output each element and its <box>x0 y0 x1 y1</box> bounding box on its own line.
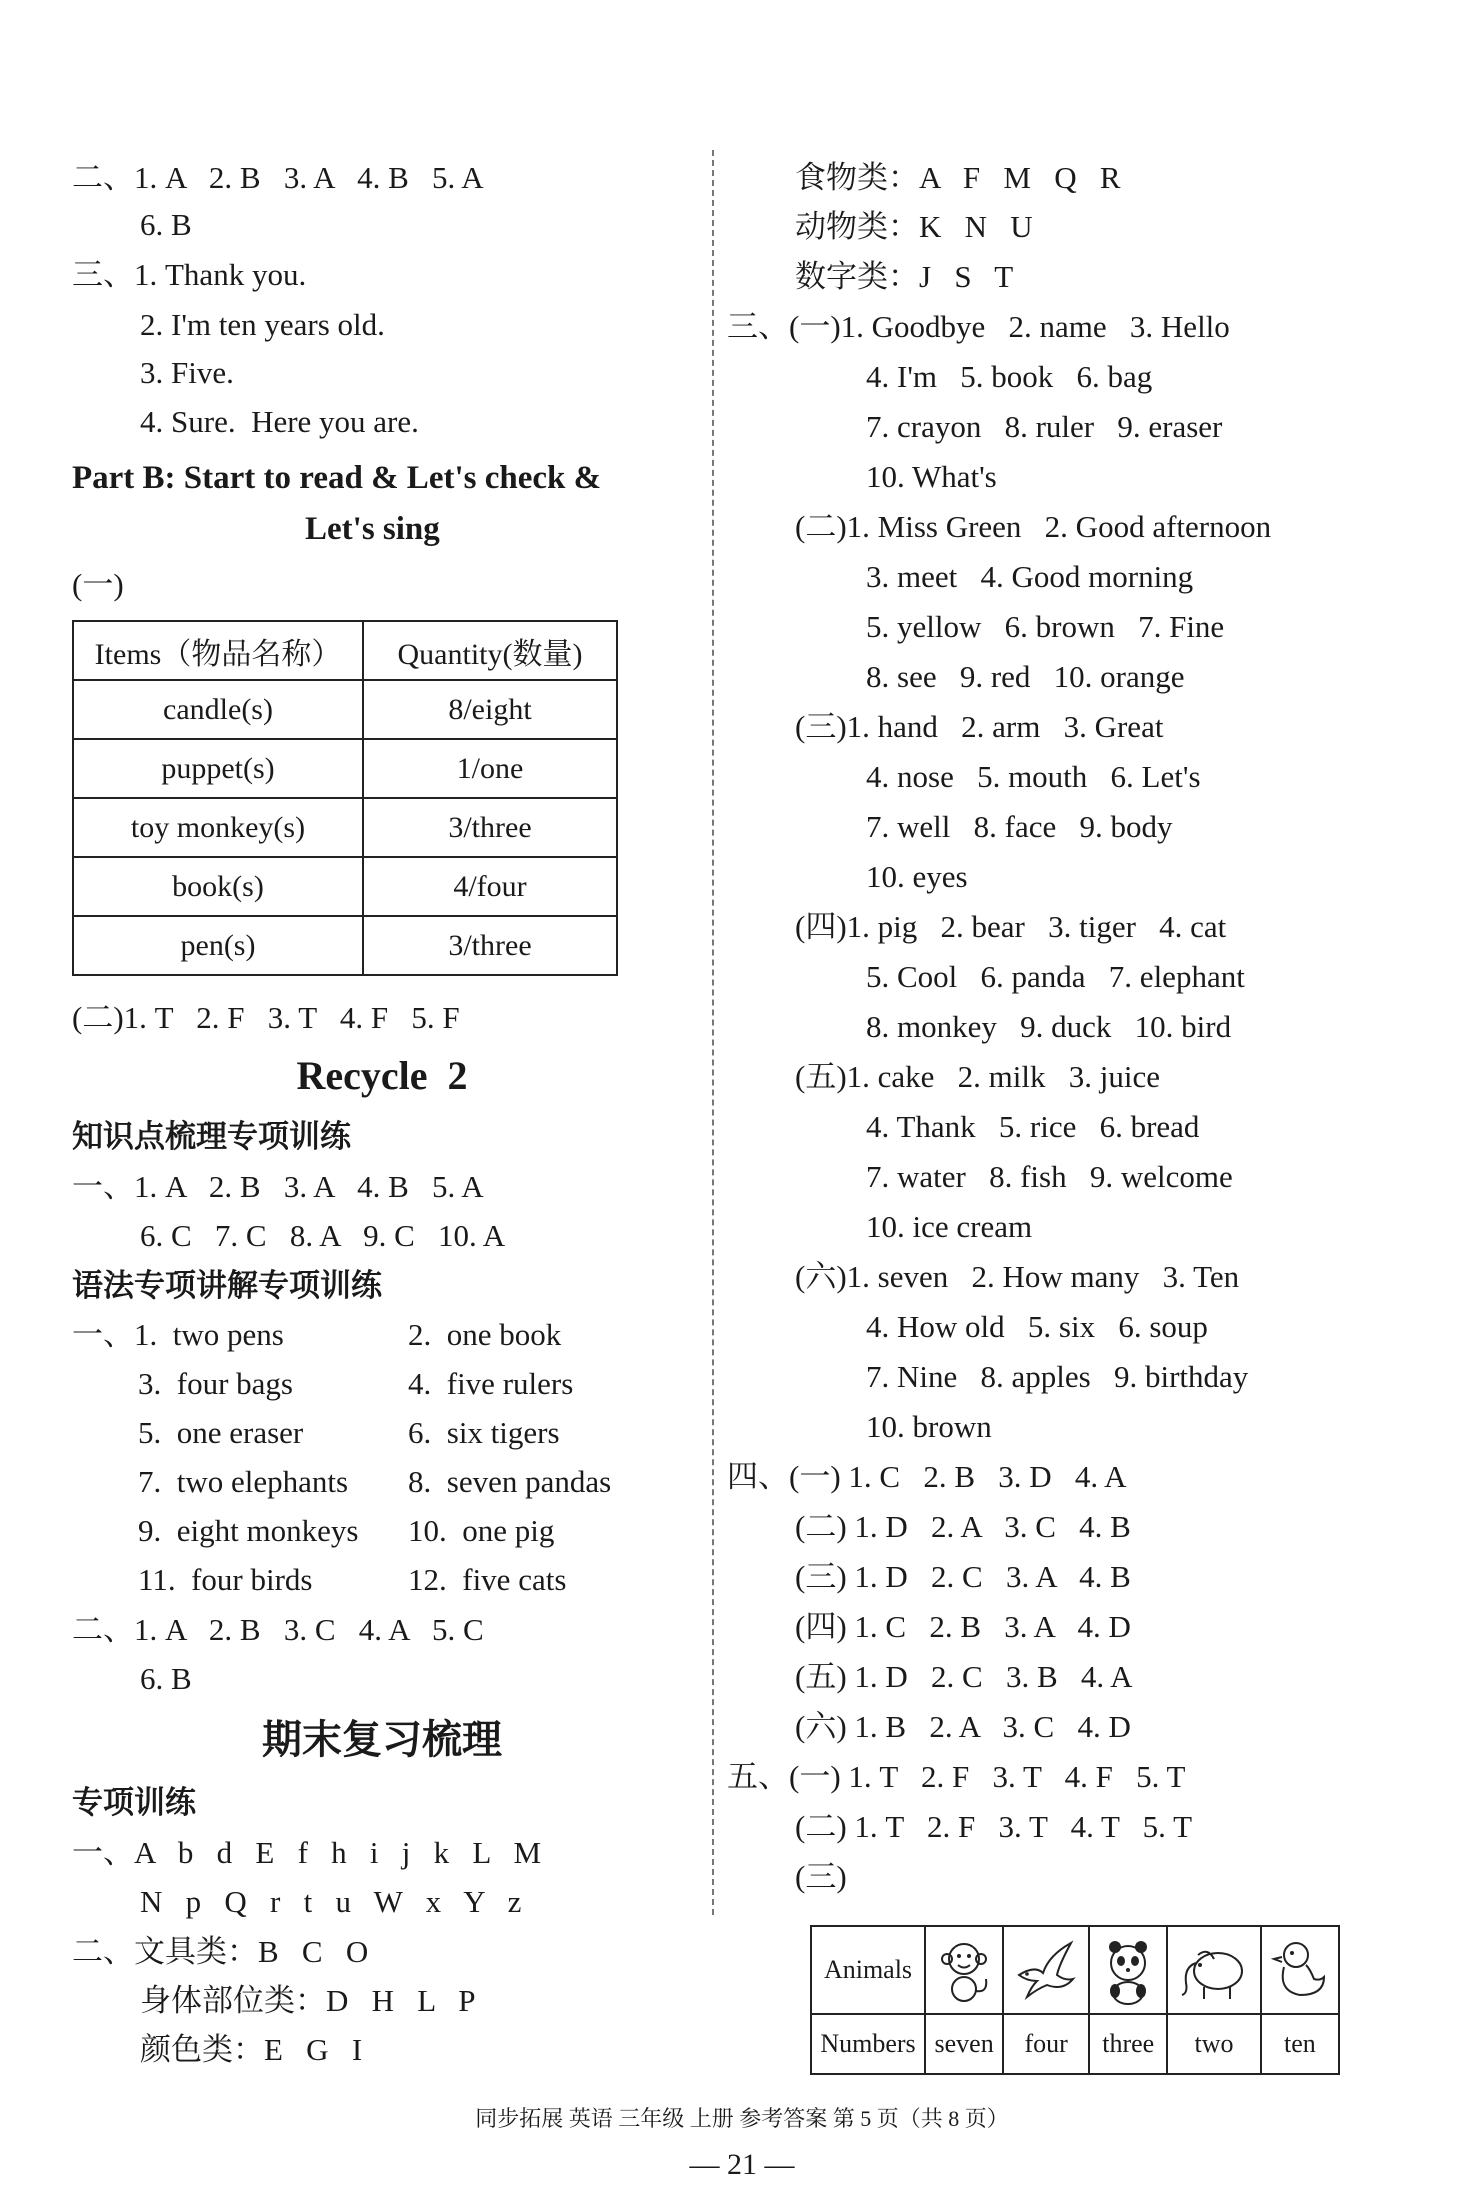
answer-line: 10. What's <box>866 459 997 494</box>
answer-line: 二、1. A 2. B 3. C 4. A 5. C <box>72 1612 484 1647</box>
answer-line: 6. B <box>140 207 192 242</box>
answer-line: 3. meet 4. Good morning <box>866 559 1194 594</box>
elephant-icon <box>1178 1935 1250 2005</box>
answer-line: 4. I'm 5. book 6. bag <box>866 359 1153 394</box>
table-cell: 1/one <box>363 739 617 798</box>
section-title: 语法专项讲解专项训练 <box>72 1268 382 1303</box>
answer-line: (五) 1. D 2. C 3. B 4. A <box>795 1659 1133 1694</box>
answer-line: 7. Nine 8. apples 9. birthday <box>866 1359 1249 1394</box>
table-cell: book(s) <box>73 857 363 916</box>
answer-line: (二) 1. T 2. F 3. T 4. T 5. T <box>795 1809 1193 1844</box>
table-header: Quantity(数量) <box>363 621 617 680</box>
answer-line: 三、1. Thank you. <box>72 257 307 292</box>
section-title: 专项训练 <box>72 1785 196 1820</box>
answer-line: 2. I'm ten years old. <box>140 307 385 342</box>
animal-cell <box>1003 1926 1089 2014</box>
monkey-icon <box>934 1935 994 2005</box>
answer-line: 6. C 7. C 8. A 9. C 10. A <box>140 1218 506 1253</box>
answer-line: (六)1. seven 2. How many 3. Ten <box>795 1259 1240 1294</box>
answer-line: (三) <box>795 1859 847 1894</box>
table-row <box>73 739 617 798</box>
page-number: — 21 — <box>689 2148 795 2181</box>
answer-line: (三)1. hand 2. arm 3. Great <box>795 709 1164 744</box>
answer-line: 8. monkey 9. duck 10. bird <box>866 1009 1232 1044</box>
table-cell: 4/four <box>363 857 617 916</box>
grammar-answer: 10. one pig <box>408 1513 555 1548</box>
answer-line: 7. water 8. fish 9. welcome <box>866 1159 1233 1194</box>
number-cell: two <box>1167 2014 1260 2074</box>
answer-line: 4. How old 5. six 6. soup <box>866 1309 1208 1344</box>
table-row <box>73 916 617 975</box>
page-footer: 同步拓展 英语 三年级 上册 参考答案 第 5 页（共 8 页） <box>475 2106 1009 2131</box>
answer-line: 10. ice cream <box>866 1209 1033 1244</box>
table-cell: candle(s) <box>73 680 363 739</box>
answer-line: 颜色类：E G I <box>140 2032 363 2067</box>
number-cell: three <box>1089 2014 1167 2074</box>
answer-line: (二)1. T 2. F 3. T 4. F 5. F <box>72 1000 460 1035</box>
answer-line: (六) 1. B 2. A 3. C 4. D <box>795 1709 1131 1744</box>
answer-line: 10. eyes <box>866 859 968 894</box>
answer-line: 3. Five. <box>140 355 234 390</box>
number-cell: ten <box>1261 2014 1339 2074</box>
grammar-answer: 9. eight monkeys <box>138 1513 359 1548</box>
answer-line: (四) 1. C 2. B 3. A 4. D <box>795 1609 1131 1644</box>
animal-cell <box>1261 1926 1339 2014</box>
answer-line: (二) 1. D 2. A 3. C 4. B <box>795 1509 1131 1544</box>
answer-line: 身体部位类：D H L P <box>140 1983 476 2018</box>
table-cell: pen(s) <box>73 916 363 975</box>
answer-line: 7. crayon 8. ruler 9. eraser <box>866 409 1223 444</box>
partb-heading: Part B: Start to read & Let's check & <box>72 460 602 496</box>
answer-line: 三、(一)1. Goodbye 2. name 3. Hello <box>727 309 1230 344</box>
answer-line: 五、(一) 1. T 2. F 3. T 4. F 5. T <box>727 1759 1186 1794</box>
answer-line: (二)1. Miss Green 2. Good afternoon <box>795 509 1272 544</box>
answer-line: 8. see 9. red 10. orange <box>866 659 1185 694</box>
answer-line: 一、A b d E f h i j k L M <box>72 1835 542 1870</box>
answer-line: (五)1. cake 2. milk 3. juice <box>795 1059 1161 1094</box>
table-row <box>811 1926 1339 2014</box>
answer-line: 一、1. A 2. B 3. A 4. B 5. A <box>72 1169 484 1204</box>
grammar-answer: 2. one book <box>408 1317 562 1352</box>
table-row <box>73 798 617 857</box>
answer-line: (三) 1. D 2. C 3. A 4. B <box>795 1559 1131 1594</box>
answer-line: 4. nose 5. mouth 6. Let's <box>866 759 1201 794</box>
answer-line: 二、1. A 2. B 3. A 4. B 5. A <box>72 160 484 195</box>
panda-icon <box>1098 1935 1158 2005</box>
answer-line: 二、文具类：B C O <box>72 1934 369 1969</box>
row-label: Numbers <box>811 2014 925 2074</box>
answer-line: N p Q r t u W x Y z <box>140 1884 522 1919</box>
animal-cell <box>1167 1926 1260 2014</box>
grammar-answer: 12. five cats <box>408 1562 567 1597</box>
items-quantity-table <box>72 620 618 976</box>
answer-line: 动物类：K N U <box>795 209 1033 244</box>
grammar-answer: 7. two elephants <box>138 1464 349 1499</box>
section-title: 知识点梳理专项训练 <box>72 1119 351 1154</box>
number-cell: four <box>1003 2014 1089 2074</box>
answer-line: 10. brown <box>866 1409 992 1444</box>
answer-line: 7. well 8. face 9. body <box>866 809 1173 844</box>
answer-line: (四)1. pig 2. bear 3. tiger 4. cat <box>795 909 1227 944</box>
answer-line: 4. Sure. Here you are. <box>140 404 419 439</box>
number-cell: seven <box>925 2014 1003 2074</box>
answer-line: 5. Cool 6. panda 7. elephant <box>866 959 1245 994</box>
grammar-answer: 6. six tigers <box>408 1415 560 1450</box>
table-row <box>73 857 617 916</box>
table-cell: 3/three <box>363 916 617 975</box>
answer-line: 4. Thank 5. rice 6. bread <box>866 1109 1200 1144</box>
grammar-answer: 4. five rulers <box>408 1366 574 1401</box>
recycle-title: Recycle 2 <box>296 1053 468 1098</box>
table-cell: 8/eight <box>363 680 617 739</box>
grammar-answer: 3. four bags <box>138 1366 293 1401</box>
table-cell: toy monkey(s) <box>73 798 363 857</box>
duck-icon <box>1270 1935 1330 2005</box>
answer-line: 5. yellow 6. brown 7. Fine <box>866 609 1225 644</box>
subsection-label: (一) <box>72 567 124 602</box>
answer-line: 食物类：A F M Q R <box>795 160 1121 195</box>
final-review-title: 期末复习梳理 <box>262 1717 502 1762</box>
grammar-answer: 5. one eraser <box>138 1415 304 1450</box>
animal-cell <box>1089 1926 1167 2014</box>
answer-line: 四、(一) 1. C 2. B 3. D 4. A <box>727 1459 1127 1494</box>
grammar-answer: 11. four birds <box>138 1562 313 1597</box>
animals-numbers-table <box>810 1925 1340 2075</box>
answer-line: 数字类：J S T <box>795 259 1014 294</box>
table-header: Items（物品名称） <box>73 621 363 680</box>
animal-cell <box>925 1926 1003 2014</box>
row-label: Animals <box>811 1926 925 2014</box>
table-row <box>811 2014 1339 2074</box>
answer-line: 6. B <box>140 1661 192 1696</box>
table-cell: 3/three <box>363 798 617 857</box>
bird-icon <box>1013 1935 1079 2005</box>
grammar-answer: 一、1. two pens <box>72 1317 284 1352</box>
column-divider <box>712 150 714 1915</box>
partb-heading-cont: Let's sing <box>305 511 440 547</box>
table-cell: puppet(s) <box>73 739 363 798</box>
grammar-answer: 8. seven pandas <box>408 1464 612 1499</box>
table-row <box>73 680 617 739</box>
